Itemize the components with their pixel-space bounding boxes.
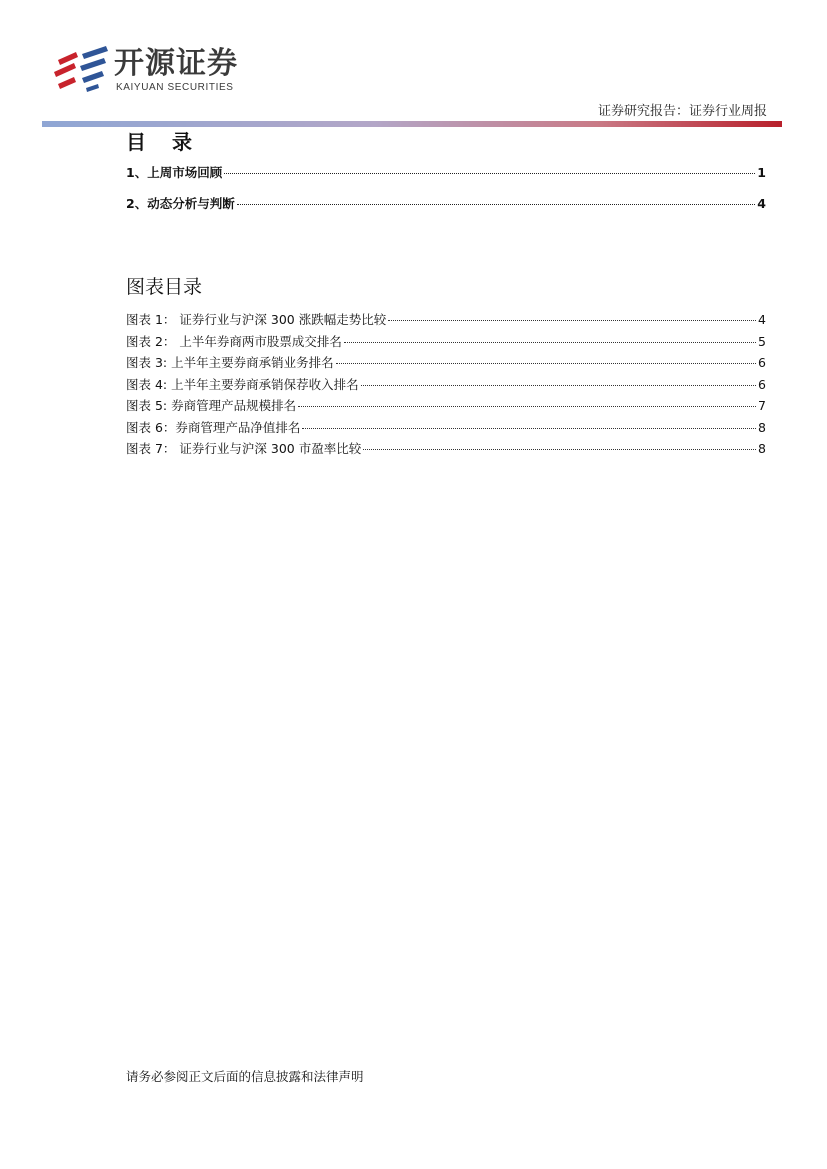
figure-item-page: 8: [758, 420, 766, 435]
figure-item-page: 6: [758, 377, 766, 392]
figure-list-item[interactable]: [126, 375, 766, 393]
figure-item-label: 图表 6：券商管理产品净值排名: [126, 420, 301, 435]
figure-item-label: 图表 7： 证券行业与沪深 300 市盈率比较: [126, 441, 362, 456]
toc-item-page: 1: [757, 165, 766, 180]
figure-item-label: 图表 4: 上半年主要券商承销保荐收入排名: [126, 377, 359, 392]
toc-item-label: 2、动态分析与判断: [126, 196, 235, 211]
brand-name-en: KAIYUAN SECURITIES: [116, 82, 234, 93]
figure-list-item[interactable]: [126, 439, 766, 457]
figure-list-item[interactable]: [126, 332, 766, 350]
figure-item-label: 图表 1： 证券行业与沪深 300 涨跌幅走势比较: [126, 312, 387, 327]
figure-leader-dots: [344, 342, 756, 343]
figure-leader-dots: [336, 363, 756, 364]
figure-item-page: 6: [758, 355, 766, 370]
brand-name-cn: 开源证券: [114, 46, 238, 81]
figure-item-page: 4: [758, 312, 766, 327]
disclaimer-note: 请务必参阅正文后面的信息披露和法律声明: [126, 1069, 364, 1084]
figure-leader-dots: [361, 385, 756, 386]
toc-item-label: 1、上周市场回顾: [126, 165, 223, 180]
figure-leader-dots: [302, 428, 756, 429]
toc-title: 目录: [126, 130, 218, 154]
toc-leader-dots: [237, 204, 756, 205]
figure-list-item[interactable]: [126, 353, 766, 371]
figure-list-item[interactable]: [126, 418, 766, 436]
toc-leader-dots: [224, 173, 755, 174]
report-type-label: 证券研究报告：证券行业周报: [597, 104, 767, 119]
figure-item-label: 图表 2： 上半年券商两市股票成交排名: [126, 334, 342, 349]
figure-item-label: 图表 3: 上半年主要券商承销业务排名: [126, 355, 334, 370]
figure-item-page: 7: [758, 398, 766, 413]
figure-leader-dots: [388, 320, 756, 321]
figure-item-page: 5: [758, 334, 766, 349]
figure-list-item[interactable]: [126, 310, 766, 328]
figure-list-title: 图表目录: [126, 276, 203, 298]
toc-item-page: 4: [757, 196, 766, 211]
figure-item-label: 图表 5: 券商管理产品规模排名: [126, 398, 297, 413]
toc-item[interactable]: [126, 163, 766, 181]
toc-item[interactable]: [126, 194, 766, 212]
figure-leader-dots: [298, 406, 756, 407]
figure-list-item[interactable]: [126, 396, 766, 414]
kaiyuan-logo-icon: [52, 46, 110, 94]
company-logo: [52, 44, 252, 96]
figure-leader-dots: [363, 449, 756, 450]
figure-item-page: 8: [758, 441, 766, 456]
